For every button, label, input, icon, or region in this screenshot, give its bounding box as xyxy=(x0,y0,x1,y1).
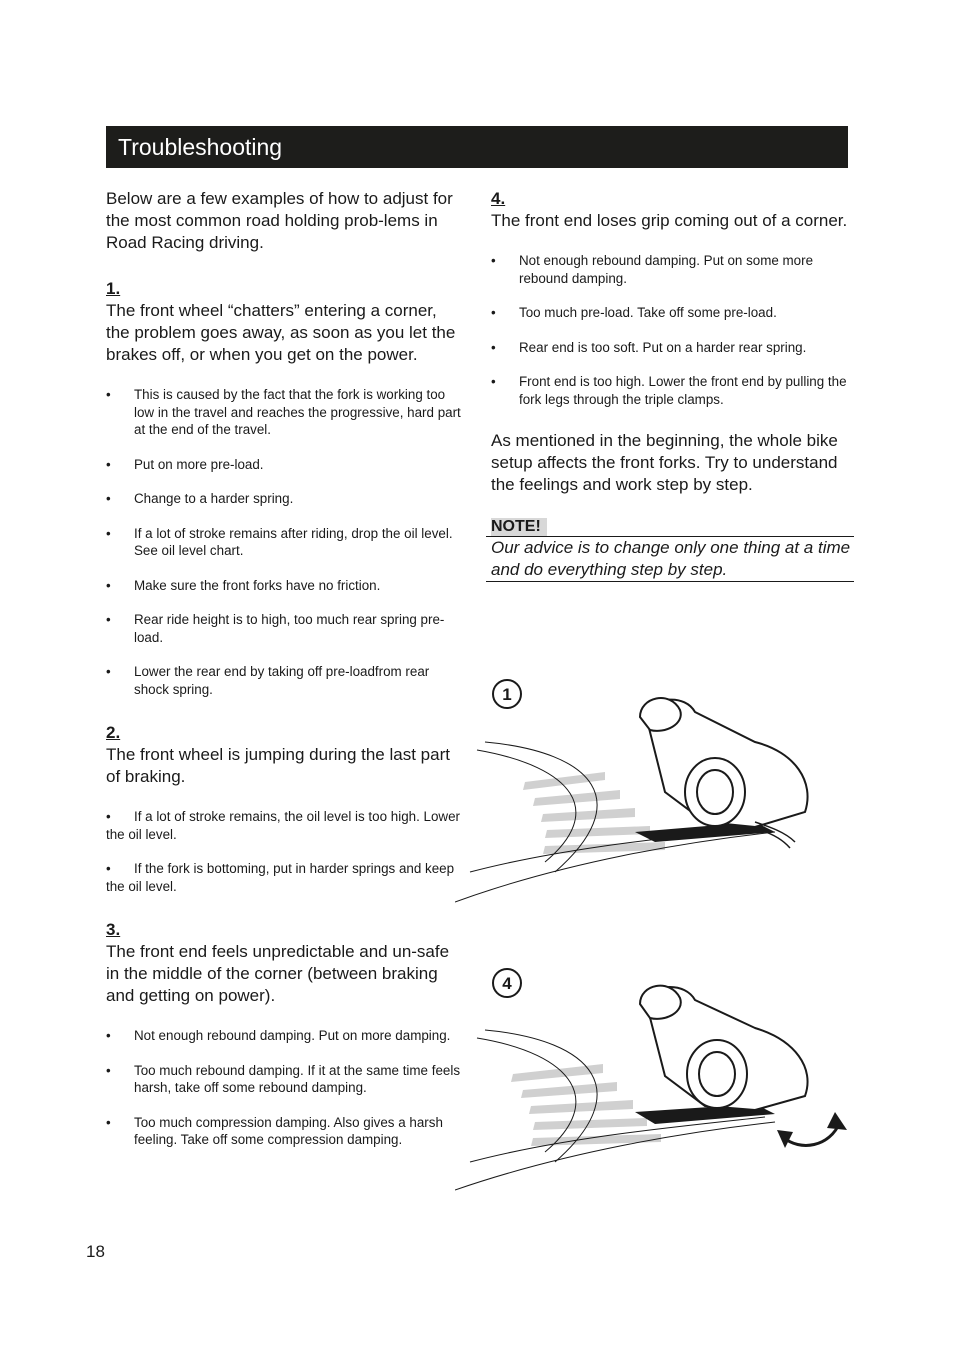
bullet-list xyxy=(106,1027,462,1149)
bullet-icon: • xyxy=(106,1062,111,1078)
section-heading: The front end loses grip coming out of a corner. xyxy=(491,211,848,230)
section-number: 4. xyxy=(491,189,506,208)
bullet-icon: • xyxy=(491,305,496,320)
page-title: Troubleshooting xyxy=(118,133,283,160)
list-item: • Too much pre-load. Take off some pre-load. xyxy=(491,305,777,320)
list-item: • Change to a harder spring. xyxy=(106,491,294,506)
note-block xyxy=(491,518,849,582)
section-2 xyxy=(106,722,462,895)
bullet-icon: • xyxy=(106,1114,111,1130)
list-item: • Not enough rebound damping. Put on more damping. xyxy=(106,1028,451,1043)
bullet-icon: • xyxy=(106,577,111,593)
section-heading: The front wheel is jumping during the last part of braking. xyxy=(106,745,450,786)
illustration-label: 1 xyxy=(502,685,512,704)
section-header-bar xyxy=(106,126,848,168)
illustration-label: 4 xyxy=(502,974,512,993)
arrow-icon xyxy=(777,1130,793,1148)
bullet-icon: • xyxy=(106,664,111,679)
arrow-icon xyxy=(827,1112,847,1130)
bullet-icon: • xyxy=(106,387,111,402)
bullet-list xyxy=(491,252,849,408)
list-item: • Lower the rear end by taking off pre-loadfrom rear shock spring. xyxy=(106,664,430,697)
section-number: 3. xyxy=(106,920,121,939)
section-heading: The front wheel “chatters” entering a corner, the problem goes away, as soon as you let the brakes off, or when you get on the power. xyxy=(106,301,456,364)
bullet-icon: • xyxy=(106,491,111,506)
page-number: 18 xyxy=(86,1242,105,1261)
list-item: • Too much rebound damping. If it at the same time feels harsh, take off some rebound damping. xyxy=(106,1062,461,1095)
list-item: • Rear end is too soft. Put on a harder rear spring. xyxy=(491,339,807,355)
section-4 xyxy=(491,188,849,408)
bullet-icon: • xyxy=(106,525,111,541)
list-item: • Make sure the front forks have no friction. xyxy=(106,577,381,593)
bullet-icon: • xyxy=(106,1028,111,1043)
list-item: • Rear ride height is to high, too much rear spring pre-load. xyxy=(106,612,445,645)
list-item: • If a lot of stroke remains, the oil level is too high. Lower the oil level. xyxy=(106,809,460,842)
list-item: • If a lot of stroke remains after riding, drop the oil level. See oil level chart. xyxy=(106,525,453,558)
bullet-icon: • xyxy=(491,339,496,355)
bullet-icon: • xyxy=(491,253,496,268)
note-label: NOTE! xyxy=(491,518,547,536)
bullet-icon: • xyxy=(106,612,111,627)
section-heading: The front end feels unpredictable and un-safe in the middle of the corner (between braking and getting on power). xyxy=(106,942,450,1005)
left-column xyxy=(106,188,462,1149)
list-item: • Too much compression damping. Also gives a harsh feeling. Take off some compression damping. xyxy=(106,1114,443,1147)
list-item: • If the fork is bottoming, put in harder springs and keep the oil level. xyxy=(106,861,455,894)
list-item: • This is caused by the fact that the fork is working too low in the travel and reaches the progressive, hard part at the end of the travel. xyxy=(106,387,461,437)
right-column xyxy=(491,188,849,582)
bullet-icon: • xyxy=(106,456,111,472)
bullet-icon: • xyxy=(106,861,111,876)
section-number: 1. xyxy=(106,279,121,298)
motorcycle-cornering-chatter-illustration xyxy=(455,672,855,908)
illustration-1 xyxy=(455,672,855,908)
closing-paragraph: As mentioned in the beginning, the whole bike setup affects the front forks. Try to understand the feelings and work step by step. xyxy=(491,431,838,494)
list-item: • Front end is too high. Lower the front end by pulling the fork legs through the triple clamps. xyxy=(491,374,847,407)
illustration-4 xyxy=(455,962,855,1192)
note-text: Our advice is to change only one thing at a time and do everything step by step. xyxy=(486,536,854,582)
intro-paragraph: Below are a few examples of how to adjust for the most common road holding prob-lems in Road Racing driving. xyxy=(106,189,453,252)
bullet-list xyxy=(106,808,462,895)
bullet-icon: • xyxy=(491,374,496,389)
list-item: • Not enough rebound damping. Put on some more rebound damping. xyxy=(491,253,814,286)
bullet-list xyxy=(106,386,462,698)
bullet-icon: • xyxy=(106,809,111,824)
list-item: • Put on more pre-load. xyxy=(106,456,264,472)
section-number: 2. xyxy=(106,723,121,742)
section-1 xyxy=(106,278,462,698)
section-3 xyxy=(106,919,462,1149)
motorcycle-cornering-exit-illustration xyxy=(455,962,855,1192)
